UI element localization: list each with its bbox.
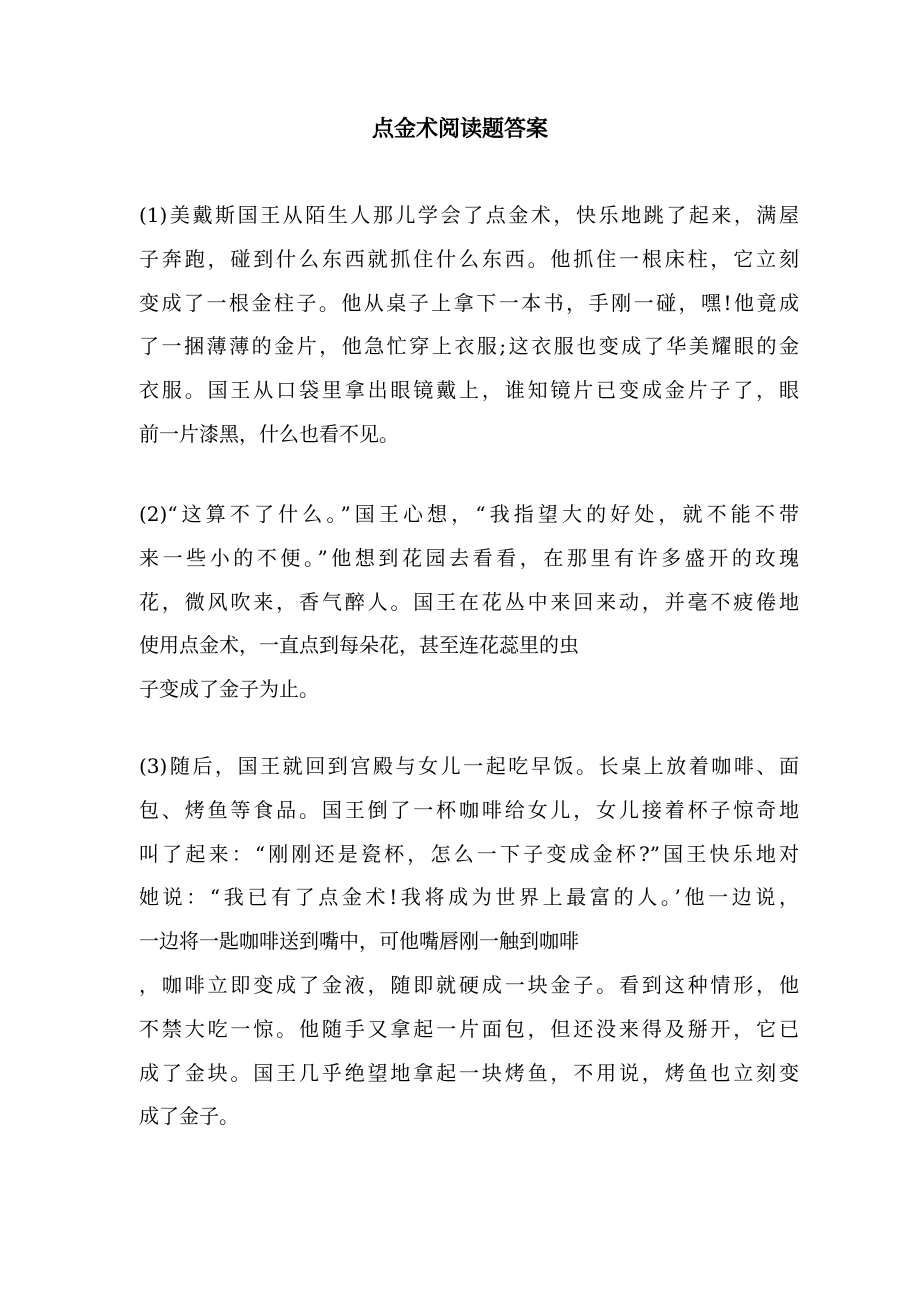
text-line: 变成了一根金柱子。他从桌子上拿下一本书，手刚一碰，嘿!他竟成 [139,290,799,315]
text-line: 来一些小的不便。”他想到花园去看看，在那里有许多盛开的玫瑰 [139,545,799,570]
paragraph-3 [139,745,799,1139]
text-line: 衣服。国王从口袋里拿出眼镜戴上，谁知镜片已变成金片子了，眼 [139,378,799,403]
text-line: ，咖啡立即变成了金液，随即就硬成一块金子。看到这种情形，他 [139,972,799,997]
text-line: (3)随后，国王就回到宫殿与女儿一起吃早饭。长桌上放着咖啡、面 [139,754,799,778]
text-line: 一边将一匙咖啡送到嘴中，可他嘴唇刚一触到咖啡 [139,929,579,954]
text-line: 成了金块。国王几乎绝望地拿起一块烤鱼，不用说，烤鱼也立刻变 [139,1060,799,1085]
text-line: 她说：“我已有了点金术!我将成为世界上最富的人。’他一边说， [139,885,799,910]
text-line: (2)“这算不了什么。”国王心想，“我指望大的好处，就不能不带 [139,502,799,526]
text-line: 包、烤鱼等食品。国王倒了一杯咖啡给女儿，女儿接着杯子惊奇地 [139,797,799,822]
page-title: 点金术阅读题答案 [371,116,548,142]
text-line: 成了金子。 [139,1104,239,1129]
text-line: 子变成了金子为止。 [139,677,319,702]
text-line: 叫了起来：“刚刚还是瓷杯，怎么一下子变成金杯?”国王快乐地对 [139,841,799,866]
text-line: 子奔跑，碰到什么东西就抓住什么东西。他抓住一根床柱，它立刻 [139,246,799,271]
paragraph-2 [139,493,799,712]
text-line: 了一捆薄薄的金片，他急忙穿上衣服;这衣服也变成了华美耀眼的金 [139,334,799,359]
text-line: (1)美戴斯国王从陌生人那儿学会了点金术，快乐地跳了起来，满屋 [139,203,799,227]
paragraph-1 [139,194,799,457]
text-line: 不禁大吃一惊。他随手又拿起一片面包，但还没来得及掰开，它已 [139,1016,799,1041]
text-line: 花，微风吹来，香气醉人。国王在花丛中来回来动，并毫不疲倦地 [139,589,799,614]
text-line: 前一片漆黑，什么也看不见。 [139,421,399,446]
text-line: 使用点金术，一直点到每朵花，甚至连花蕊里的虫 [139,633,579,658]
